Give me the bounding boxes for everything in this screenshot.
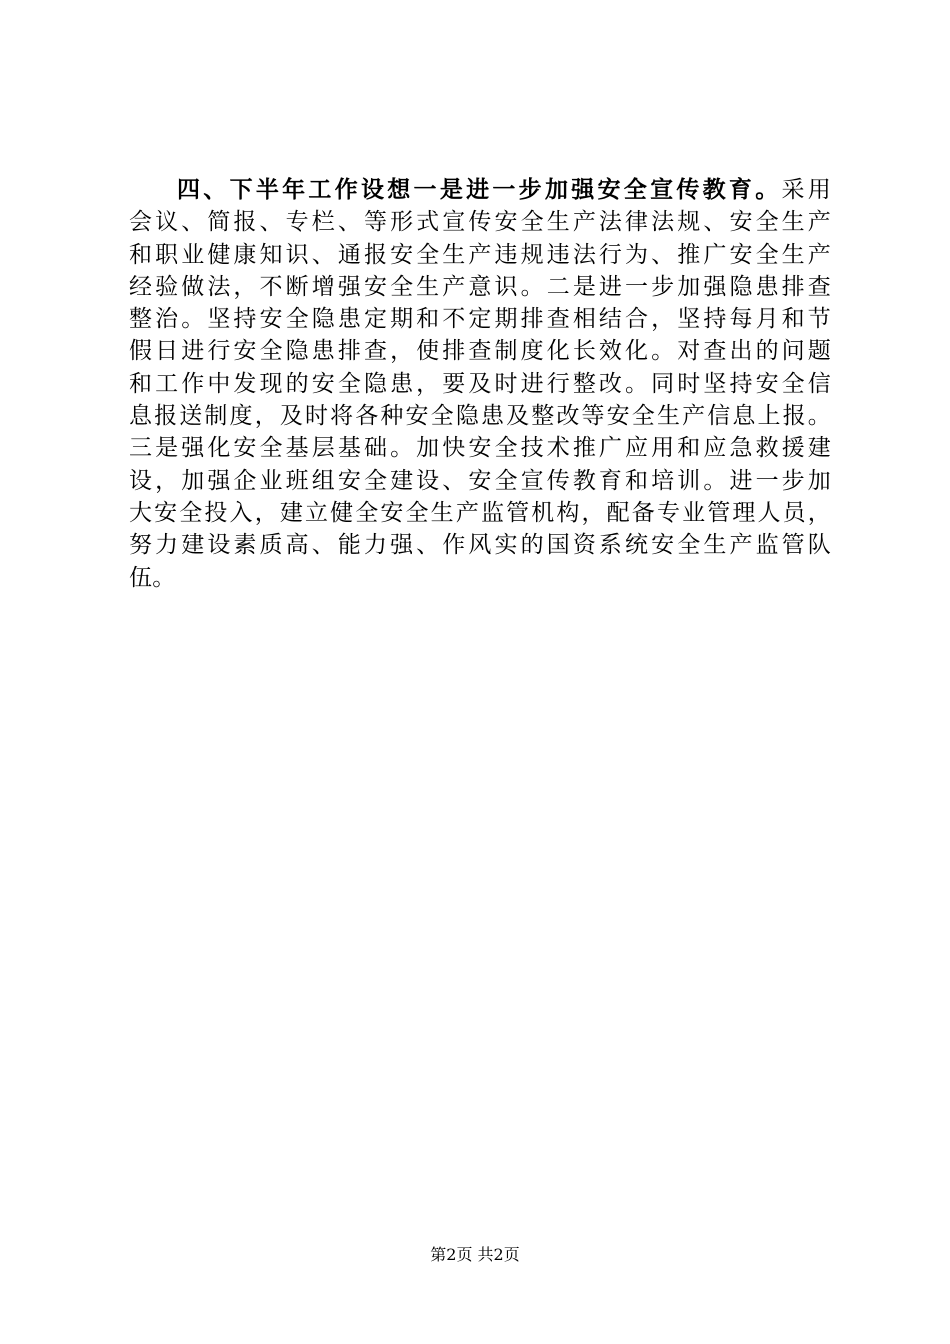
paragraph-line: 会议、简报、专栏、等形式宣传安全生产法律法规、安全生产 bbox=[129, 209, 831, 236]
paragraph-line: 努力建设素质高、能力强、作风实的国资系统安全生产监管队 bbox=[129, 532, 831, 559]
page-footer: 第2页 共2页 bbox=[430, 1245, 520, 1264]
paragraph-line: 经验做法，不断增强安全生产意识。二是进一步加强隐患排查 bbox=[129, 273, 831, 300]
paragraph-line bbox=[129, 174, 831, 206]
paragraph-line: 设，加强企业班组安全建设、安全宣传教育和培训。进一步加 bbox=[129, 467, 831, 494]
paragraph-line: 和工作中发现的安全隐患，要及时进行整改。同时坚持安全信 bbox=[129, 370, 831, 397]
heading-continuation: 采用 bbox=[781, 177, 831, 203]
paragraph-line: 息报送制度，及时将各种安全隐患及整改等安全生产信息上报。 bbox=[129, 403, 831, 430]
paragraph-line: 大安全投入，建立健全安全生产监管机构，配备专业管理人员， bbox=[129, 499, 831, 526]
body-paragraph bbox=[129, 174, 831, 594]
paragraph-line: 和职业健康知识、通报安全生产违规违法行为、推广安全生产 bbox=[129, 241, 831, 268]
paragraph-line: 三是强化安全基层基础。加快安全技术推广应用和应急救援建 bbox=[129, 435, 831, 462]
paragraph-line: 伍。 bbox=[129, 564, 176, 591]
paragraph-line: 假日进行安全隐患排查，使排查制度化长效化。对查出的问题 bbox=[129, 338, 831, 365]
paragraph-line: 整治。坚持安全隐患定期和不定期排查相结合，坚持每月和节 bbox=[129, 306, 831, 333]
section-heading: 四、下半年工作设想一是进一步加强安全宣传教育。 bbox=[177, 177, 782, 203]
